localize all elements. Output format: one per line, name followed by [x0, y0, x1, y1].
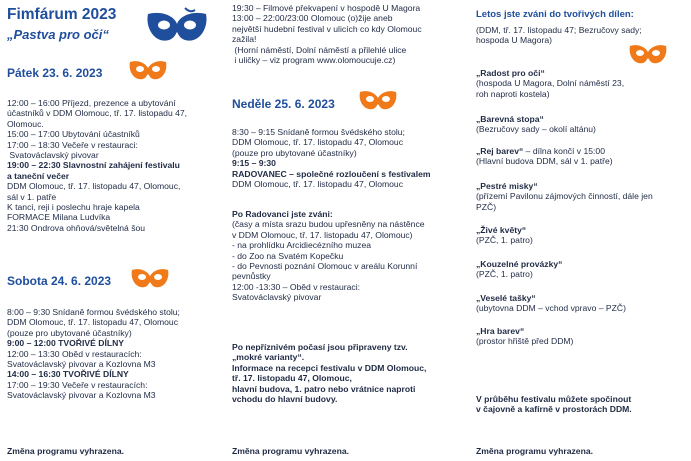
- workshop-name: „Pestré misky“: [476, 181, 538, 191]
- program-line: (Horní náměstí, Dolní náměstí a přilehlé ulice: [232, 44, 407, 55]
- program-line: Svatováclavský pivovar: [232, 292, 322, 303]
- program-line: 17:00 – 19:30 Večeře v restauracích:: [7, 379, 148, 390]
- after-radovanec: [232, 209, 425, 303]
- program-line: 21:30 Ondrova ohňová/světelná šou: [7, 222, 146, 233]
- workshop-location: (hospoda U Magora, Dolní náměstí 23,: [476, 78, 625, 89]
- program-line: (pouze pro ubytované účastníky): [7, 327, 132, 338]
- program-line: 9:15 – 9:30: [232, 158, 276, 169]
- program-line: Svatováclavský pivovar a Kozlovna M3: [7, 390, 156, 401]
- program-line: vchodu do hlavní budovy.: [232, 394, 338, 405]
- program-line: 15:00 – 17:00 Ubytování účastníků: [7, 129, 140, 140]
- after-radovanec-heading: Po Radovanci jste zváni:: [232, 209, 333, 219]
- program-line: Informace na recepci festivalu v DDM Olomouc,: [232, 362, 427, 373]
- orange-carnival-mask-icon: [130, 266, 170, 292]
- program-line: (pouze pro ubytované účastníky): [232, 147, 357, 158]
- program-line: DDM Olomouc, tř. 17. listopadu 47, Olomouc: [232, 137, 403, 148]
- program-line: FORMACE Milana Ludvíka: [7, 212, 111, 223]
- program-line: DDM Olomouc, tř. 17. listopadu 47, Olomouc,: [7, 181, 181, 192]
- program-line: - do Pevnosti poznání Olomouc v areálu Korunní: [232, 261, 418, 272]
- saturday-evening-program: [232, 3, 422, 65]
- workshop-location: roh naproti kostela): [476, 88, 550, 99]
- page-title: Fimfárum 2023: [7, 6, 117, 23]
- program-line: Svatováclavský pivovar: [7, 150, 99, 161]
- workshop-location: (prostor hřiště před DDM): [476, 336, 574, 347]
- friday-program: [7, 98, 187, 233]
- program-line: - na prohlídku Arcidiecézního muzea: [232, 240, 372, 251]
- workshop-item: [476, 146, 613, 167]
- workshop-name: „Rej barev“: [476, 146, 524, 156]
- footer-note: Změna programu vyhrazena.: [232, 446, 350, 456]
- program-line: Svatováclavský pivovar a Kozlovna M3: [7, 359, 156, 370]
- program-line: K tanci, reji i poslechu hraje kapela: [7, 202, 140, 213]
- friday-heading: Pátek 23. 6. 2023: [7, 66, 103, 80]
- program-line: 19:30 – Filmové překvapení v hospodě U Magora: [232, 3, 421, 13]
- sunday-program: [232, 127, 431, 189]
- workshop-item: [476, 293, 626, 314]
- workshop-item: [476, 181, 653, 212]
- workshop-item: [476, 114, 596, 135]
- workshop-name: „Radost pro oči“: [476, 68, 545, 78]
- program-line: „mokré varianty“.: [232, 352, 305, 363]
- program-line: 17:00 – 18:30 Večeře v restauraci:: [7, 139, 138, 150]
- program-line: účastníků v DDM Olomouc, tř. 17. listopadu 47,: [7, 108, 188, 119]
- program-line: 8:30 – 9:15 Snídaně formou švédského stolu;: [232, 127, 405, 137]
- workshop-name: „Barevná stopa“: [476, 114, 544, 124]
- workshop-item: [476, 259, 562, 280]
- program-line: DDM Olomouc, tř. 17. listopadu 47, Olomouc: [232, 179, 403, 190]
- column-left: [0, 0, 218, 461]
- program-line: Olomouc.: [7, 118, 44, 129]
- closing-note: [476, 394, 632, 415]
- footer-note: Změna programu vyhrazena.: [7, 446, 125, 456]
- program-line: - do Zoo na Svatém Kopečku: [232, 250, 344, 261]
- blue-carnival-mask-icon: [145, 8, 209, 48]
- workshop-item: [476, 225, 533, 246]
- program-line: (časy a místa srazu budou upřesněny na nástěnce: [232, 219, 425, 230]
- program-line: 12:00 -13:30 – Oběd v restauraci:: [232, 281, 361, 292]
- program-line: v DDM Olomouc, tř. 17. listopadu 47, Olomouc): [232, 229, 413, 240]
- workshop-location: (přízemí Pavilonu zájmových činností, dále jen: [476, 191, 653, 202]
- program-line: 9:00 – 12:00 TVOŘIVÉ DÍLNY: [7, 338, 125, 349]
- workshop-item: [476, 68, 624, 99]
- workshop-location: PZČ): [476, 201, 497, 212]
- orange-carnival-mask-icon: [128, 58, 168, 84]
- orange-carnival-mask-icon: [628, 42, 668, 68]
- program-line: 12:00 – 16:00 Příjezd, prezence a ubytování: [7, 98, 176, 108]
- workshop-item: [476, 326, 573, 347]
- page-subtitle: „Pastva pro oči“: [7, 27, 109, 42]
- program-line: Po nepříznivém počasí jsou připraveny tzv.: [232, 342, 408, 352]
- program-line: V průběhu festivalu můžete spočinout: [476, 394, 632, 404]
- program-line: zažila!: [232, 34, 257, 45]
- program-line: a taneční večer: [7, 170, 70, 181]
- program-line: 8:00 – 9:30 Snídaně formou švédského stolu;: [7, 307, 180, 317]
- program-line: v čajovně a kafírně v prostorách DDM.: [476, 404, 632, 415]
- workshop-location: (PZČ, 1. patro): [476, 235, 533, 246]
- saturday-heading: Sobota 24. 6. 2023: [7, 274, 112, 288]
- workshop-location: (PZČ, 1. patro): [476, 269, 533, 280]
- program-line: 14:00 – 16:30 TVOŘIVÉ DÍLNY: [7, 369, 129, 380]
- program-line: (DDM, tř. 17. listopadu 47; Bezručovy sady;: [476, 25, 642, 35]
- column-middle: [218, 0, 456, 461]
- program-line: i uličky – viz program www.olomoucuje.cz): [232, 55, 396, 66]
- program-line: 19:00 – 22:30 Slavnostní zahájení festivalu: [7, 160, 180, 171]
- program-line: tř. 17. listopadu 47, Olomouc,: [232, 373, 352, 384]
- sunday-heading: Neděle 25. 6. 2023: [232, 97, 335, 111]
- workshop-name: „Veselé tašky“: [476, 293, 536, 303]
- program-line: RADOVANEC – společné rozloučení s festivalem: [232, 168, 431, 179]
- program-line: hospoda U Magora): [476, 35, 552, 46]
- workshop-note: – dílna končí v 15:00: [523, 146, 605, 156]
- bad-weather-note: [232, 342, 426, 404]
- workshops-intro: [476, 25, 642, 46]
- workshop-location: (ubytovna DDM – vchod vpravo – PZČ): [476, 303, 626, 314]
- program-line: hlavní budova, 1. patro nebo vrátnice naproti: [232, 383, 416, 394]
- saturday-program: [7, 307, 180, 401]
- workshop-name: „Hra barev“: [476, 326, 525, 336]
- program-line: DDM Olomouc, tř. 17. listopadu 47, Olomouc: [7, 317, 178, 328]
- workshop-name: „Živé květy“: [476, 225, 527, 235]
- program-line: největší hudební festival v ulicích co kdy Olomouc: [232, 23, 422, 34]
- workshop-name: „Kouzelné provázky“: [476, 259, 563, 269]
- footer-note: Změna programu vyhrazena.: [476, 446, 594, 456]
- program-line: 13:00 – 22:00/23:00 Olomouc (o)žije aneb: [232, 13, 393, 24]
- program-line: sál v 1. patře: [7, 191, 57, 202]
- program-line: 12:00 – 13:30 Oběd v restauracích:: [7, 348, 142, 359]
- column-right: [456, 0, 691, 461]
- program-line: pevnůstky: [232, 271, 271, 282]
- orange-carnival-mask-icon: [358, 88, 398, 114]
- workshop-location: (Hlavní budova DDM, sál v 1. patře): [476, 156, 613, 167]
- workshops-heading: Letos jste zváni do tvořivých dílen:: [476, 9, 634, 20]
- workshop-location: (Bezručovy sady – okolí altánu): [476, 124, 596, 135]
